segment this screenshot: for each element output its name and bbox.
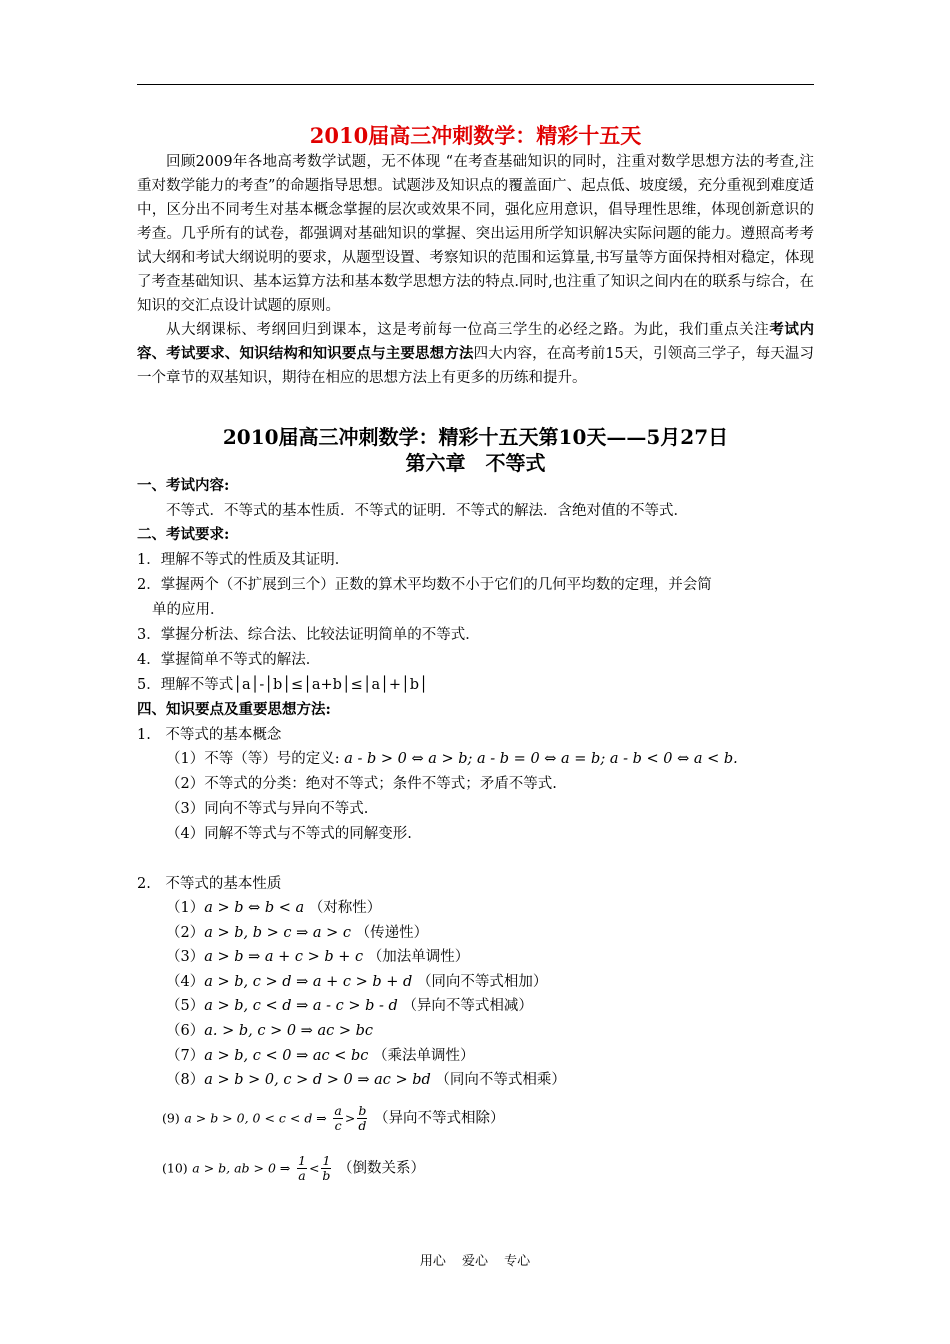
numerator: a bbox=[334, 1103, 342, 1118]
intro-p2-bold: 考试内容、考试要求、知识结构和知识要点与主要思想方法 bbox=[137, 321, 815, 362]
knowledge-1-title: 1. 不等式的基本概念 bbox=[137, 727, 282, 743]
property-note: （传递性） bbox=[355, 924, 429, 941]
requirement-4: 4．掌握简单不等式的解法． bbox=[137, 652, 321, 668]
fraction-a-over-c bbox=[333, 1104, 342, 1133]
requirement-3: 3．掌握分析法、综合法、比较法证明简单的不等式． bbox=[137, 627, 480, 643]
intro-paragraph-2 bbox=[137, 318, 814, 390]
property-4 bbox=[166, 970, 547, 994]
property-note: （同向不等式相乘） bbox=[435, 1072, 566, 1089]
property-num: （8） bbox=[166, 1072, 205, 1089]
property-note: （异向不等式相减） bbox=[402, 998, 533, 1015]
knowledge-2-title: 2. 不等式的基本性质 bbox=[137, 876, 282, 892]
property-9-math: a > b > 0, 0 < c < d ⇒ bbox=[184, 1110, 327, 1126]
property-10-note: （倒数关系） bbox=[338, 1160, 425, 1177]
property-7 bbox=[166, 1044, 474, 1068]
numerator: b bbox=[358, 1103, 367, 1118]
property-num: （4） bbox=[166, 973, 205, 990]
denominator: a bbox=[298, 1168, 306, 1183]
property-num: （2） bbox=[166, 924, 205, 941]
numerator: 1 bbox=[322, 1153, 331, 1168]
property-10-num: (10) bbox=[162, 1160, 188, 1176]
property-math: a. > b, c > 0 ⇒ ac > bc bbox=[204, 1023, 373, 1039]
numerator: 1 bbox=[298, 1153, 306, 1168]
section-1-title: 一、考试内容: bbox=[137, 477, 230, 494]
property-10-math: a > b, ab > 0 ⇒ bbox=[192, 1160, 291, 1176]
intro-p2-pre: 从大纲课标、考纲回归到课本，这是考前每一位高三学生的必经之路。为此，我们重点关注 bbox=[166, 322, 770, 338]
property-1 bbox=[166, 896, 381, 920]
section-1-text: 不等式．不等式的基本性质．不等式的证明．不等式的解法．含绝对值的不等式． bbox=[166, 503, 688, 519]
property-math: a > b ⇔ b < a bbox=[204, 900, 305, 916]
footer-item: 爱心 bbox=[461, 1254, 488, 1269]
section-4-title: 四、知识要点及重要思想方法: bbox=[137, 701, 331, 718]
property-math: a > b, c < 0 ⇒ ac < bc bbox=[204, 1047, 369, 1064]
knowledge-1-1-label: （1）不等（等）号的定义: bbox=[166, 751, 340, 767]
requirement-2a: 2．掌握两个（不扩展到三个）正数的算术平均数不小于它们的几何平均数的定理，并会简 bbox=[137, 577, 712, 593]
footer-item: 用心 bbox=[419, 1254, 446, 1269]
property-9-num: (9) bbox=[162, 1110, 180, 1126]
property-note: （乘法单调性） bbox=[372, 1047, 475, 1064]
requirement-5: 5．理解不等式│a│-│b│≤│a+b│≤│a│+│b│ bbox=[137, 677, 428, 693]
fraction-1-over-a bbox=[297, 1154, 307, 1183]
denominator: d bbox=[358, 1118, 367, 1133]
day-title: 2010届高三冲刺数学：精彩十五天第10天——5月27日 bbox=[222, 425, 729, 449]
knowledge-1-4: （4）同解不等式与不等式的同解变形. bbox=[166, 826, 412, 842]
property-2 bbox=[166, 921, 428, 945]
property-8 bbox=[166, 1068, 566, 1092]
property-9 bbox=[162, 1104, 504, 1133]
requirement-2b: 单的应用． bbox=[152, 602, 225, 618]
property-math: a > b, b > c ⇒ a > c bbox=[204, 924, 352, 941]
property-10 bbox=[162, 1154, 425, 1183]
chapter-title: 第六章 不等式 bbox=[405, 451, 546, 475]
property-6 bbox=[166, 1019, 373, 1043]
property-note: （加法单调性） bbox=[367, 949, 470, 966]
property-num: （3） bbox=[166, 949, 205, 966]
requirement-1: 1．理解不等式的性质及其证明． bbox=[137, 552, 350, 568]
property-math: a > b, c > d ⇒ a + c > b + d bbox=[204, 973, 413, 990]
property-math: a > b, c < d ⇒ a - c > b - d bbox=[204, 998, 398, 1015]
denominator: c bbox=[334, 1118, 342, 1133]
property-num: （5） bbox=[166, 998, 205, 1015]
knowledge-1-1 bbox=[166, 747, 738, 771]
section-2-title: 二、考试要求: bbox=[137, 526, 230, 543]
fraction-b-over-d bbox=[357, 1104, 367, 1133]
fraction-1-over-b bbox=[321, 1154, 331, 1183]
knowledge-1-3: （3）同向不等式与异向不等式. bbox=[166, 801, 369, 817]
property-math: a > b > 0, c > d > 0 ⇒ ac > bd bbox=[204, 1072, 431, 1089]
property-note: （对称性） bbox=[308, 900, 382, 916]
header-rule bbox=[137, 84, 814, 85]
property-num: （1） bbox=[166, 900, 205, 916]
property-9-op: > bbox=[344, 1110, 356, 1126]
knowledge-1-2: （2）不等式的分类：绝对不等式；条件不等式；矛盾不等式. bbox=[166, 776, 557, 792]
knowledge-1-1-math: a - b > 0 ⇔ a > b; a - b = 0 ⇔ a = b; a - b < 0 ⇔ a < b. bbox=[344, 751, 738, 767]
property-note: （同向不等式相加） bbox=[416, 973, 548, 990]
property-math: a > b ⇒ a + c > b + c bbox=[204, 949, 364, 966]
intro-paragraph-1: 回顾2009年各地高考数学试题，无不体现 “在考查基础知识的同时，注重对数学思想方法的考查,注重对数学能力的考查”的命题指导思想。试题涉及知识点的覆盖面广、起点低、坡度缓，充分重视到难度适中，区分出不同考生对基本概念掌握的层次或效果不同，强化应用意识，倡导理性思维，体现创新意识的考查。几乎所有的试卷，都强调对基础知识的掌握、突出运用所学知识解决实际问题的能力。遵照高考考试大纲和考试大纲说明的要求，从题型设置、考察知识的范围和运算量,书写量等方面保持相对稳定，体现了考查基础知识、基本运算方法和基本数学思想方法的特点.同时,也注重了知识之间内在的联系与综合，在知识的交汇点设计试题的原则。 bbox=[137, 154, 814, 314]
property-num: （7） bbox=[166, 1047, 205, 1064]
page-footer bbox=[0, 1250, 950, 1269]
main-title: 2010届高三冲刺数学：精彩十五天 bbox=[309, 123, 642, 148]
footer-item: 专心 bbox=[504, 1254, 531, 1269]
denominator: b bbox=[322, 1168, 331, 1183]
property-9-note: （异向不等式相除） bbox=[373, 1110, 505, 1127]
property-num: （6） bbox=[166, 1023, 205, 1039]
property-5 bbox=[166, 994, 533, 1018]
property-3 bbox=[166, 945, 469, 969]
intro-section bbox=[137, 150, 814, 390]
property-10-op: < bbox=[308, 1160, 320, 1176]
intro-p2-post: 四大内容，在高考前15天，引领高三学子，每天温习一个章节的双基知识，期待在相应的思想方法上有更多的历练和提升。 bbox=[137, 346, 814, 386]
